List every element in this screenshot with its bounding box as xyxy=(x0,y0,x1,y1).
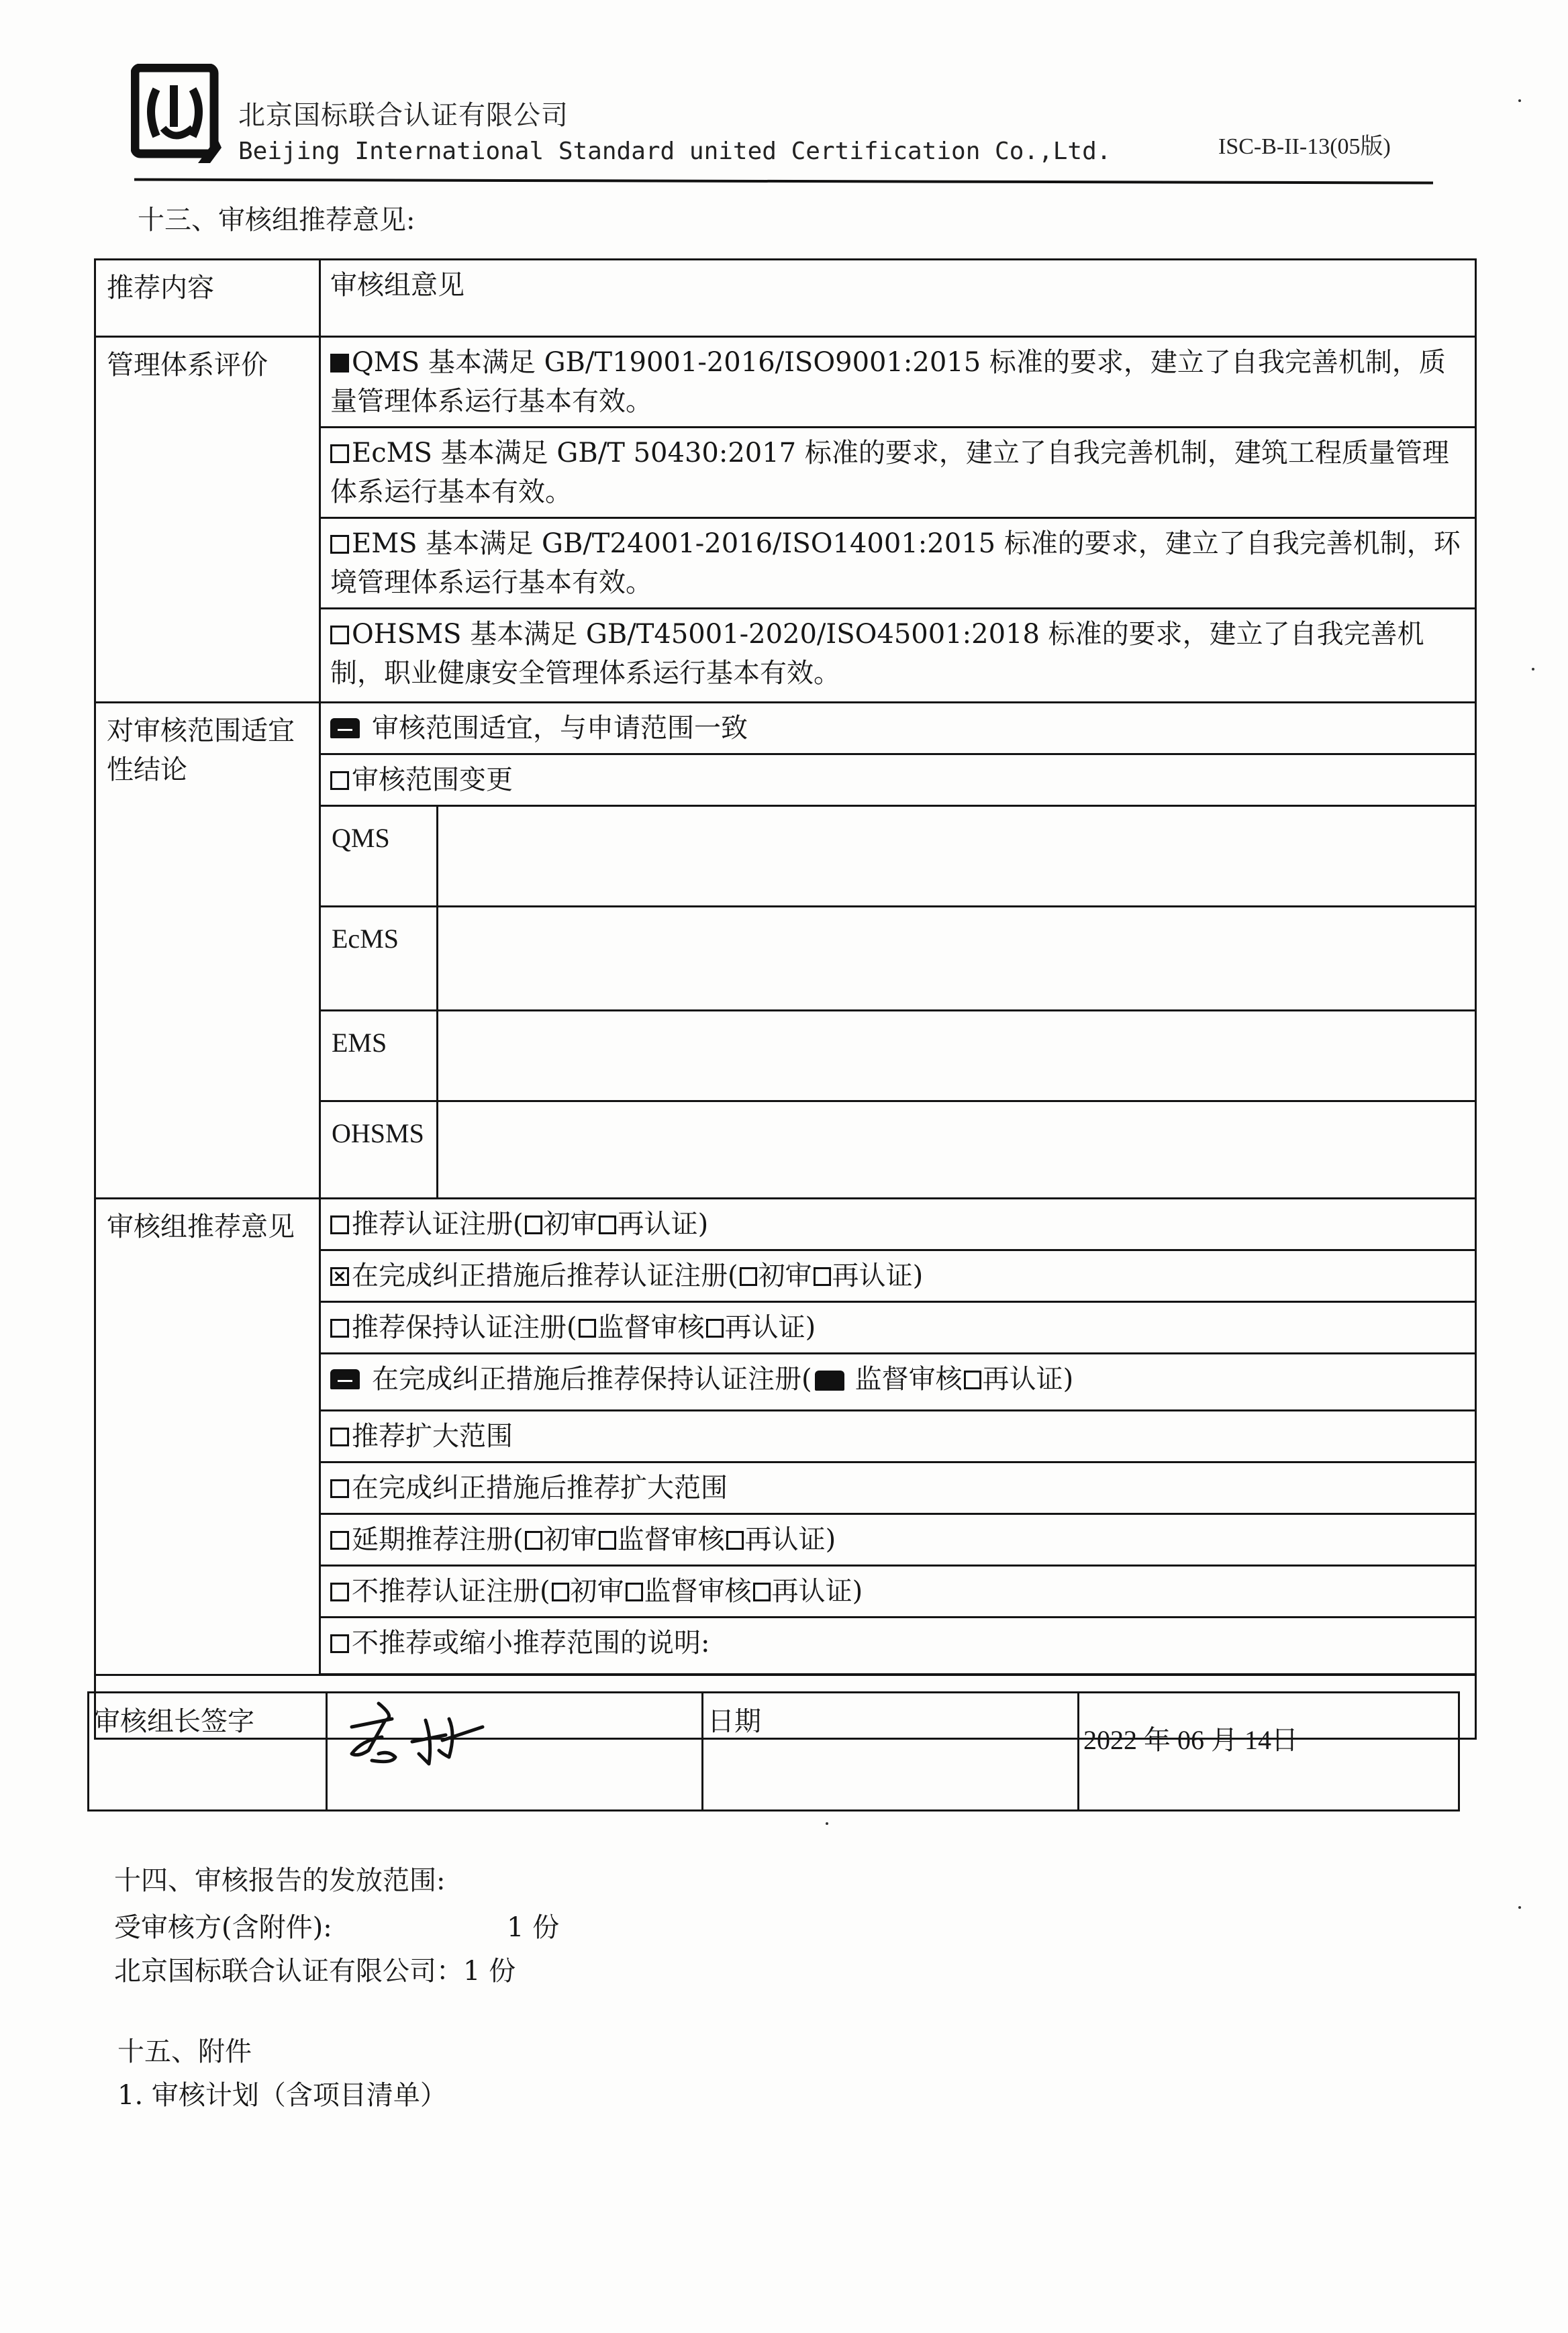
checkbox-icon[interactable] xyxy=(964,1371,981,1389)
distribution-recipient-1-qty: 1 份 xyxy=(507,1912,560,1943)
scan-speck xyxy=(1518,1906,1521,1909)
rec-text: 在完成纠正措施后推荐扩大范围 xyxy=(352,1473,728,1503)
rec-text: 不推荐认证注册( xyxy=(352,1576,550,1607)
scope-system-label: QMS xyxy=(320,806,438,907)
rec-sub-text: 再认证) xyxy=(832,1260,924,1291)
rec-option-8[interactable] xyxy=(320,1566,1476,1618)
checkbox-icon[interactable] xyxy=(330,1583,349,1601)
handwritten-signature xyxy=(332,1700,506,1774)
mgmt-item-text: OHSMS 基本满足 GB/T45001-2020/ISO45001:2018 标准的要求，建立了自我完善机制，职业健康安全管理体系运行基本有效。 xyxy=(330,619,1424,689)
scope-system-label: EMS xyxy=(320,1011,438,1101)
checkbox-marked-icon[interactable] xyxy=(330,1369,360,1389)
checkbox-icon[interactable] xyxy=(330,626,349,644)
checkbox-icon[interactable] xyxy=(726,1531,744,1550)
rec-sub-text: 监督审核 xyxy=(597,1312,705,1343)
checkbox-icon[interactable] xyxy=(552,1583,569,1601)
mgmt-item-ecms[interactable] xyxy=(320,428,1476,518)
rec-option-7[interactable] xyxy=(320,1514,1476,1566)
scan-speck xyxy=(826,1822,828,1825)
rec-option-2[interactable] xyxy=(320,1250,1476,1302)
mgmt-item-text: QMS 基本满足 GB/T19001-2016/ISO9001:2015 标准的要求，建立了自我完善机制，质量管理体系运行基本有效。 xyxy=(330,347,1446,417)
leader-signature-field[interactable] xyxy=(327,1693,703,1811)
checkbox-x-checked-icon[interactable] xyxy=(330,1267,349,1286)
checkbox-icon[interactable] xyxy=(330,1428,349,1446)
rec-sub-text: 再认证) xyxy=(724,1312,816,1343)
mgmt-item-ohsms[interactable] xyxy=(320,609,1476,703)
rec-sub-text: 监督审核 xyxy=(617,1524,725,1555)
checkbox-marked-icon[interactable] xyxy=(330,718,360,738)
rec-sub-text: 初审 xyxy=(758,1260,812,1291)
rec-sub-text: 再认证) xyxy=(771,1576,863,1607)
checkbox-icon[interactable] xyxy=(599,1215,616,1234)
section-14-title: 十四、审核报告的发放范围: xyxy=(114,1865,446,1896)
checkbox-icon[interactable] xyxy=(814,1267,831,1286)
scope-row-suitable xyxy=(95,703,1476,754)
section-15-title: 十五、附件 xyxy=(117,2036,252,2067)
rec-option-1[interactable] xyxy=(320,1199,1476,1250)
rec-sub-text: 再认证) xyxy=(744,1524,836,1555)
scan-speck xyxy=(1532,668,1534,671)
checkbox-icon[interactable] xyxy=(330,1531,349,1550)
rec-text: 在完成纠正措施后推荐保持认证注册( xyxy=(372,1364,812,1395)
rec-option-4[interactable] xyxy=(320,1354,1476,1411)
checkbox-icon[interactable] xyxy=(740,1267,757,1286)
checkbox-icon[interactable] xyxy=(330,1215,349,1234)
table-header-row xyxy=(95,260,1476,337)
scope-system-label: OHSMS xyxy=(320,1101,438,1199)
rec-option-3[interactable] xyxy=(320,1302,1476,1354)
rec-text: 推荐认证注册( xyxy=(352,1209,524,1240)
rec-sub-text: 监督审核 xyxy=(644,1576,752,1607)
checkbox-icon[interactable] xyxy=(330,1479,349,1498)
scope-system-label: EcMS xyxy=(320,907,438,1011)
rec-text: 在完成纠正措施后推荐认证注册( xyxy=(352,1260,738,1291)
checkbox-icon[interactable] xyxy=(330,1319,349,1338)
checkbox-icon[interactable] xyxy=(525,1531,542,1550)
attachment-item-1: 1. 审核计划（含项目清单） xyxy=(117,2080,447,2111)
checkbox-icon[interactable] xyxy=(330,444,349,463)
company-name-cn: 北京国标联合认证有限公司 xyxy=(238,100,569,131)
distribution-recipient-2: 北京国标联合认证有限公司：1 份 xyxy=(114,1956,516,1987)
mgmt-item-text: EcMS 基本满足 GB/T 50430:2017 标准的要求，建立了自我完善机制，建筑工程质量管理体系运行基本有效。 xyxy=(330,438,1449,507)
rec-option-6[interactable] xyxy=(320,1462,1476,1514)
rec-sub-text: 初审 xyxy=(543,1524,597,1555)
date-value[interactable]: 2022 年 06 月 14日 xyxy=(1079,1693,1459,1811)
rec-text: 不推荐或缩小推荐范围的说明: xyxy=(352,1628,710,1658)
leader-sign-label: 审核组长签字 xyxy=(89,1693,327,1811)
checkbox-icon[interactable] xyxy=(626,1583,643,1601)
scope-option-change[interactable] xyxy=(320,754,1476,806)
scope-change-text: 审核范围变更 xyxy=(352,764,513,795)
checkbox-icon[interactable] xyxy=(330,771,349,790)
scope-system-ecms-input[interactable] xyxy=(438,907,1476,1011)
rec-sub-text: 监督审核 xyxy=(854,1364,963,1395)
company-name-en: Beijing International Standard united Certification Co.,Ltd. xyxy=(238,138,1112,165)
section-13-title: 十三、审核组推荐意见: xyxy=(138,205,415,236)
checkbox-icon[interactable] xyxy=(330,1634,349,1653)
document-code: ISC-B-II-13(05版) xyxy=(1218,134,1391,159)
scope-suitable-text: 审核范围适宜，与申请范围一致 xyxy=(372,713,748,744)
header-recommend-content: 推荐内容 xyxy=(95,260,320,337)
rec-sub-text: 初审 xyxy=(543,1209,597,1240)
checkbox-icon[interactable] xyxy=(525,1215,542,1234)
scope-system-qms-input[interactable] xyxy=(438,806,1476,907)
checkbox-checked-icon[interactable] xyxy=(330,354,349,373)
recommendation-label: 审核组推荐意见 xyxy=(95,1199,320,1675)
scope-label: 对审核范围适宜性结论 xyxy=(95,703,320,1199)
scope-option-suitable[interactable] xyxy=(320,703,1476,754)
rec-sub-text: 再认证) xyxy=(982,1364,1074,1395)
rec-option-5[interactable] xyxy=(320,1411,1476,1462)
rec-text: 推荐扩大范围 xyxy=(352,1421,513,1452)
scope-system-ohsms-input[interactable] xyxy=(438,1101,1476,1199)
rec-text: 推荐保持认证注册( xyxy=(352,1312,577,1343)
checkbox-icon[interactable] xyxy=(706,1319,724,1338)
mgmt-item-text: EMS 基本满足 GB/T24001-2016/ISO14001:2015 标准的要求，建立了自我完善机制，环境管理体系运行基本有效。 xyxy=(330,528,1461,598)
rec-text: 延期推荐注册( xyxy=(352,1524,524,1555)
company-logo xyxy=(131,64,222,164)
recommendation-table xyxy=(94,258,1477,1740)
mgmt-row-qms xyxy=(95,337,1476,428)
rec-option-9[interactable] xyxy=(320,1618,1476,1675)
header-divider xyxy=(134,178,1433,184)
header-team-opinion: 审核组意见 xyxy=(320,260,1476,337)
rec-sub-text: 再认证) xyxy=(617,1209,709,1240)
mgmt-item-ems[interactable] xyxy=(320,518,1476,609)
mgmt-item-qms[interactable] xyxy=(320,337,1476,428)
mgmt-eval-label: 管理体系评价 xyxy=(95,337,320,703)
rec-row xyxy=(95,1199,1476,1250)
rec-sub-text: 初审 xyxy=(570,1576,624,1607)
checkbox-icon[interactable] xyxy=(579,1319,596,1338)
date-label: 日期 xyxy=(703,1693,1079,1811)
scan-speck xyxy=(1518,99,1521,102)
checkbox-marked-icon[interactable] xyxy=(815,1371,844,1391)
checkbox-icon[interactable] xyxy=(330,535,349,554)
scope-system-ems-input[interactable] xyxy=(438,1011,1476,1101)
checkbox-icon[interactable] xyxy=(599,1531,616,1550)
checkbox-icon[interactable] xyxy=(753,1583,771,1601)
distribution-recipient-1: 受审核方(含附件): xyxy=(114,1912,332,1943)
sign-table xyxy=(87,1691,1460,1811)
